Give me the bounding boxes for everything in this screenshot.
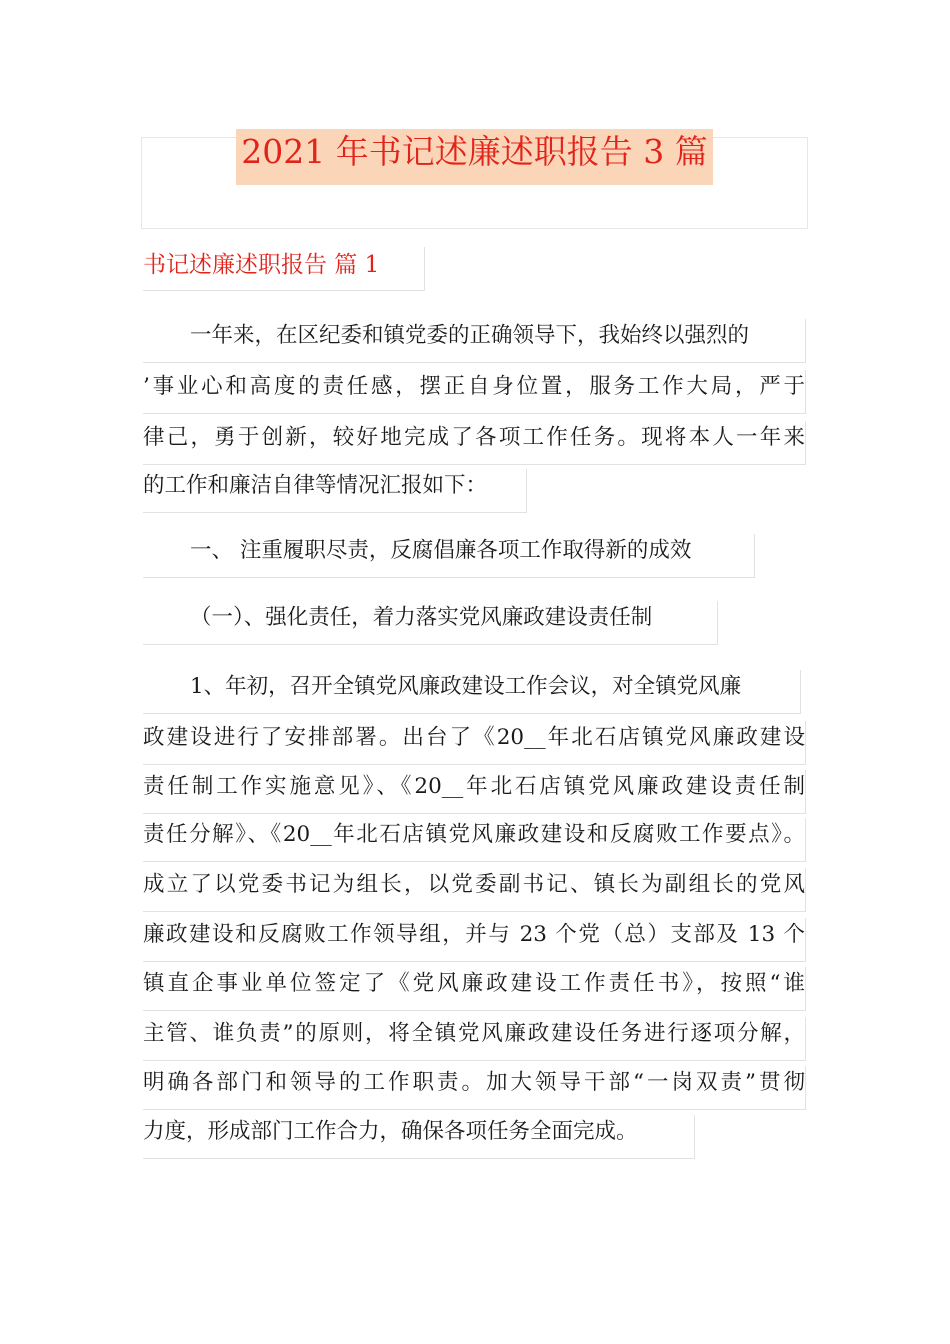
paragraph-line: 1、年初，召开全镇党风廉政建设工作会议，对全镇党风廉 [143,670,801,714]
paragraph-line: 成立了以党委书记为组长，以党委副书记、镇长为副组长的党风 [143,868,806,912]
paragraph-line: 政建设进行了安排部署。出台了《20__年北石店镇党风廉政建设 [143,721,806,765]
paragraph-line: 的工作和廉洁自律等情况汇报如下： [143,469,527,513]
paragraph-line: 力度，形成部门工作合力，确保各项任务全面完成。 [143,1115,695,1159]
paragraph-line: 主管、谁负责”的原则，将全镇党风廉政建设任务进行逐项分解， [143,1017,806,1061]
paragraph-line: 责任制工作实施意见》、《20__年北石店镇党风廉政建设责任制 [143,770,806,814]
paragraph-line: 一年来，在区纪委和镇党委的正确领导下，我始终以强烈的 [143,319,806,363]
paragraph-line: ’事业心和高度的责任感，摆正自身位置，服务工作大局，严于 [143,370,806,414]
paragraph-line: 廉政建设和反腐败工作领导组，并与 23 个党（总）支部及 13 个 [143,918,806,962]
section-heading: 书记述廉述职报告 篇 1 [143,247,425,291]
subheading-2: （一）、强化责任，着力落实党风廉政建设责任制 [143,601,718,645]
document-title: 2021 年书记述廉述职报告 3 篇 [236,129,713,185]
subheading-1: 一、 注重履职尽责，反腐倡廉各项工作取得新的成效 [143,534,755,578]
paragraph-line: 律己，勇于创新，较好地完成了各项工作任务。现将本人一年来 [143,421,806,465]
paragraph-line: 明确各部门和领导的工作职责。加大领导干部“一岗双责”贯彻 [143,1066,806,1110]
paragraph-line: 责任分解》、《20__年北石店镇党风廉政建设和反腐败工作要点》。 [143,818,806,862]
paragraph-line: 镇直企事业单位签定了《党风廉政建设工作责任书》，按照“谁 [143,967,806,1011]
